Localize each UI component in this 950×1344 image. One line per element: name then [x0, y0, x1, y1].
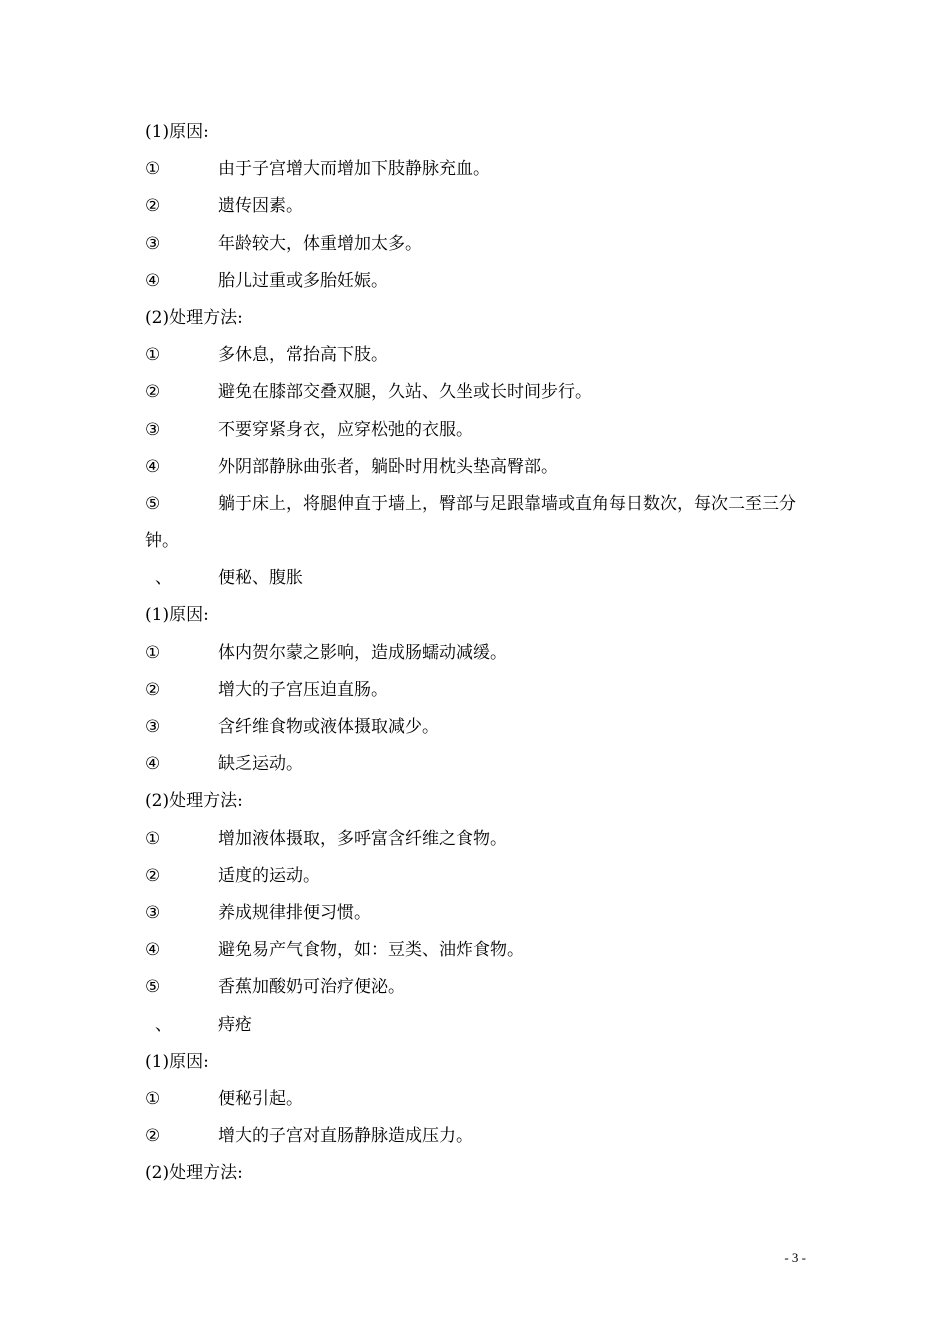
line-text: (1)原因: — [145, 122, 209, 142]
list-item — [145, 374, 810, 411]
subheading — [145, 1044, 810, 1081]
section-heading — [145, 560, 810, 597]
list-item — [145, 969, 810, 1006]
list-marker: 、 — [155, 568, 172, 589]
list-item — [145, 412, 810, 449]
list-item — [145, 672, 810, 709]
line-text: (2)处理方法: — [145, 791, 243, 812]
line-text: 外阴部静脉曲张者，躺卧时用枕头垫高臀部。 — [218, 456, 558, 477]
line-text: 由于子宫增大而增加下肢静脉充血。 — [218, 159, 490, 180]
line-text: 不要穿紧身衣，应穿松弛的衣服。 — [218, 419, 473, 440]
line-text: (2)处理方法: — [145, 1163, 243, 1184]
list-marker: ③ — [145, 419, 161, 440]
list-item — [145, 226, 810, 263]
list-item — [145, 337, 810, 374]
document-body — [145, 114, 810, 1192]
list-marker: 、 — [155, 1014, 172, 1035]
line-text: 增大的子宫压迫直肠。 — [218, 679, 388, 700]
line-text: 增大的子宫对直肠静脉造成压力。 — [218, 1126, 473, 1147]
line-text: 缺乏运动。 — [218, 754, 303, 775]
line-text: 避免在膝部交叠双腿，久站、久坐或长时间步行。 — [218, 382, 592, 403]
list-item — [145, 449, 810, 486]
list-marker: ③ — [145, 717, 161, 738]
list-item — [145, 709, 810, 746]
list-item — [145, 1118, 810, 1155]
line-text: (1)原因: — [145, 1051, 209, 1072]
line-text: 适度的运动。 — [218, 865, 320, 886]
line-text: 体内贺尔蒙之影响，造成肠蠕动减缓。 — [218, 642, 507, 663]
subheading — [145, 597, 810, 634]
list-item — [145, 188, 810, 225]
list-marker: ③ — [145, 902, 161, 923]
list-item — [145, 746, 810, 783]
line-text: 便秘引起。 — [218, 1088, 303, 1109]
list-marker: ⑤ — [145, 493, 161, 514]
line-text: 避免易产气食物，如：豆类、油炸食物。 — [218, 940, 524, 961]
list-marker: ④ — [145, 456, 161, 477]
list-marker: ② — [145, 1126, 161, 1147]
list-item — [145, 895, 810, 932]
list-item — [145, 151, 810, 188]
section-heading — [145, 1007, 810, 1044]
subheading — [145, 1155, 810, 1192]
page-number: - 3 - — [784, 1250, 806, 1265]
list-marker: ④ — [145, 270, 161, 291]
list-marker: ① — [145, 159, 161, 180]
list-marker: ⑤ — [145, 977, 161, 998]
list-marker: ① — [145, 1088, 161, 1109]
line-text: 躺于床上，将腿伸直于墙上，臀部与足跟靠墙或直角每日数次，每次二至三分钟。 — [145, 493, 796, 552]
list-item — [145, 635, 810, 672]
list-item — [145, 932, 810, 969]
line-text: 香蕉加酸奶可治疗便泌。 — [218, 977, 405, 998]
line-text: 痔疮 — [218, 1014, 252, 1035]
line-text: 遗传因素。 — [218, 196, 303, 217]
list-marker: ① — [145, 828, 161, 849]
list-item — [145, 821, 810, 858]
list-item — [145, 1081, 810, 1118]
list-marker: ① — [145, 642, 161, 663]
line-text: 养成规律排便习惯。 — [218, 902, 371, 923]
list-marker: ② — [145, 679, 161, 700]
list-marker: ① — [145, 345, 161, 366]
line-text: 多休息，常抬高下肢。 — [218, 345, 388, 366]
list-marker: ③ — [145, 233, 161, 254]
list-item — [145, 858, 810, 895]
list-marker: ④ — [145, 754, 161, 775]
line-text: 年龄较大，体重增加太多。 — [218, 233, 422, 254]
list-item — [145, 486, 810, 560]
list-marker: ② — [145, 382, 161, 403]
line-text: 增加液体摄取，多呼富含纤维之食物。 — [218, 828, 507, 849]
line-text: (1)原因: — [145, 605, 209, 626]
subheading — [145, 783, 810, 820]
list-marker: ② — [145, 196, 161, 217]
list-marker: ④ — [145, 940, 161, 961]
line-text: 含纤维食物或液体摄取减少。 — [218, 717, 439, 738]
subheading — [145, 114, 810, 151]
line-text: 胎儿过重或多胎妊娠。 — [218, 270, 388, 291]
list-item — [145, 263, 810, 300]
list-marker: ② — [145, 865, 161, 886]
line-text: (2)处理方法: — [145, 307, 243, 328]
line-text: 便秘、腹胀 — [218, 568, 303, 589]
subheading — [145, 300, 810, 337]
